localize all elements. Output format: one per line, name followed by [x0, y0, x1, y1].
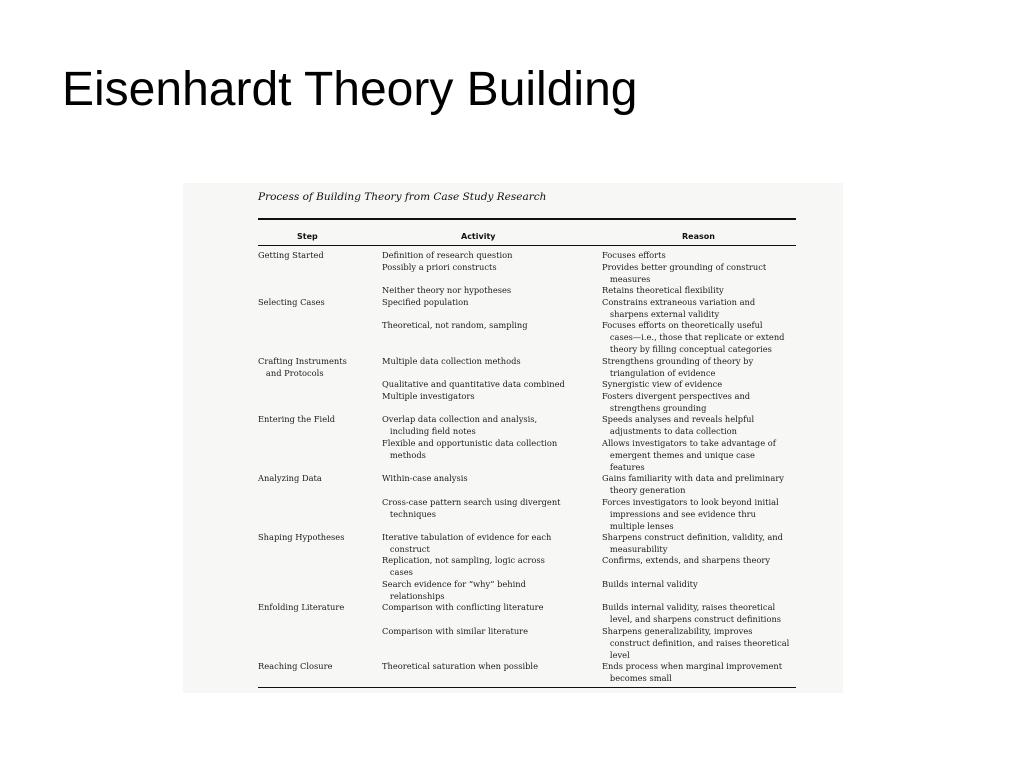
- table-caption: Process of Building Theory from Case Study Research: [258, 191, 547, 203]
- activity-cell: Comparison with similar literature: [382, 626, 529, 636]
- activity-cell: Replication, not sampling, logic across cases: [382, 555, 545, 577]
- reason-cell: Sharpens generalizability, improves construct definition, and raises theoretical level: [602, 626, 790, 660]
- reason-cell: Focuses efforts: [602, 250, 666, 260]
- reason-cell: Builds internal validity, raises theoretical level, and sharpens construct definitions: [602, 602, 782, 624]
- reason-cell: Ends process when marginal improvement becomes small: [602, 661, 783, 683]
- column-header-step: Step: [297, 232, 318, 241]
- reason-cell: Sharpens construct definition, validity, and measurability: [602, 532, 783, 554]
- column-header-reason: Reason: [682, 232, 715, 241]
- activity-cell: Theoretical, not random, sampling: [382, 320, 528, 330]
- column-header-activity: Activity: [461, 232, 496, 241]
- activity-cell: Theoretical saturation when possible: [382, 661, 538, 671]
- reason-cell: Retains theoretical flexibility: [602, 285, 724, 295]
- reason-cell: Builds internal validity: [602, 579, 698, 589]
- activity-cell: Multiple investigators: [382, 391, 475, 401]
- table-bottom-rule: [258, 687, 796, 688]
- step-cell: Analyzing Data: [258, 473, 322, 483]
- step-cell: Enfolding Literature: [258, 602, 345, 612]
- activity-cell: Search evidence for “why” behind relationships: [382, 579, 526, 601]
- step-cell: Shaping Hypotheses: [258, 532, 345, 542]
- activity-cell: Qualitative and quantitative data combined: [382, 379, 565, 389]
- reason-cell: Focuses efforts on theoretically useful cases—i.e., those that replicate or extend theory by filling conceptual categories: [602, 320, 785, 354]
- step-cell: Selecting Cases: [258, 297, 325, 307]
- reason-cell: Speeds analyses and reveals helpful adjustments to data collection: [602, 414, 755, 436]
- step-cell: Entering the Field: [258, 414, 336, 424]
- activity-cell: Neither theory nor hypotheses: [382, 285, 512, 295]
- reason-cell: Gains familiarity with data and preliminary theory generation: [602, 473, 784, 495]
- activity-cell: Iterative tabulation of evidence for each construct: [382, 532, 552, 554]
- step-cell: Crafting Instruments and Protocols: [258, 356, 347, 378]
- activity-cell: Flexible and opportunistic data collection methods: [382, 438, 558, 460]
- reason-cell: Allows investigators to take advantage of emergent themes and unique case features: [602, 438, 776, 472]
- activity-cell: Definition of research question: [382, 250, 513, 260]
- reason-cell: Synergistic view of evidence: [602, 379, 723, 389]
- activity-cell: Multiple data collection methods: [382, 356, 521, 366]
- step-cell: Reaching Closure: [258, 661, 333, 671]
- header-rule: [258, 245, 796, 246]
- slide-title: Eisenhardt Theory Building: [62, 63, 638, 116]
- activity-cell: Comparison with conflicting literature: [382, 602, 544, 612]
- reason-cell: Confirms, extends, and sharpens theory: [602, 555, 771, 565]
- reason-cell: Strengthens grounding of theory by triangulation of evidence: [602, 356, 754, 378]
- activity-cell: Within-case analysis: [382, 473, 468, 483]
- reason-cell: Forces investigators to look beyond initial impressions and see evidence thru multiple lenses: [602, 497, 779, 531]
- step-cell: Getting Started: [258, 250, 324, 260]
- activity-cell: Possibly a priori constructs: [382, 262, 497, 272]
- activity-cell: Cross-case pattern search using divergent techniques: [382, 497, 561, 519]
- activity-cell: Overlap data collection and analysis, including field notes: [382, 414, 538, 436]
- activity-cell: Specified population: [382, 297, 469, 307]
- reason-cell: Constrains extraneous variation and sharpens external validity: [602, 297, 756, 319]
- reason-cell: Provides better grounding of construct measures: [602, 262, 767, 284]
- reason-cell: Fosters divergent perspectives and strengthens grounding: [602, 391, 751, 413]
- table-top-rule: [258, 218, 796, 220]
